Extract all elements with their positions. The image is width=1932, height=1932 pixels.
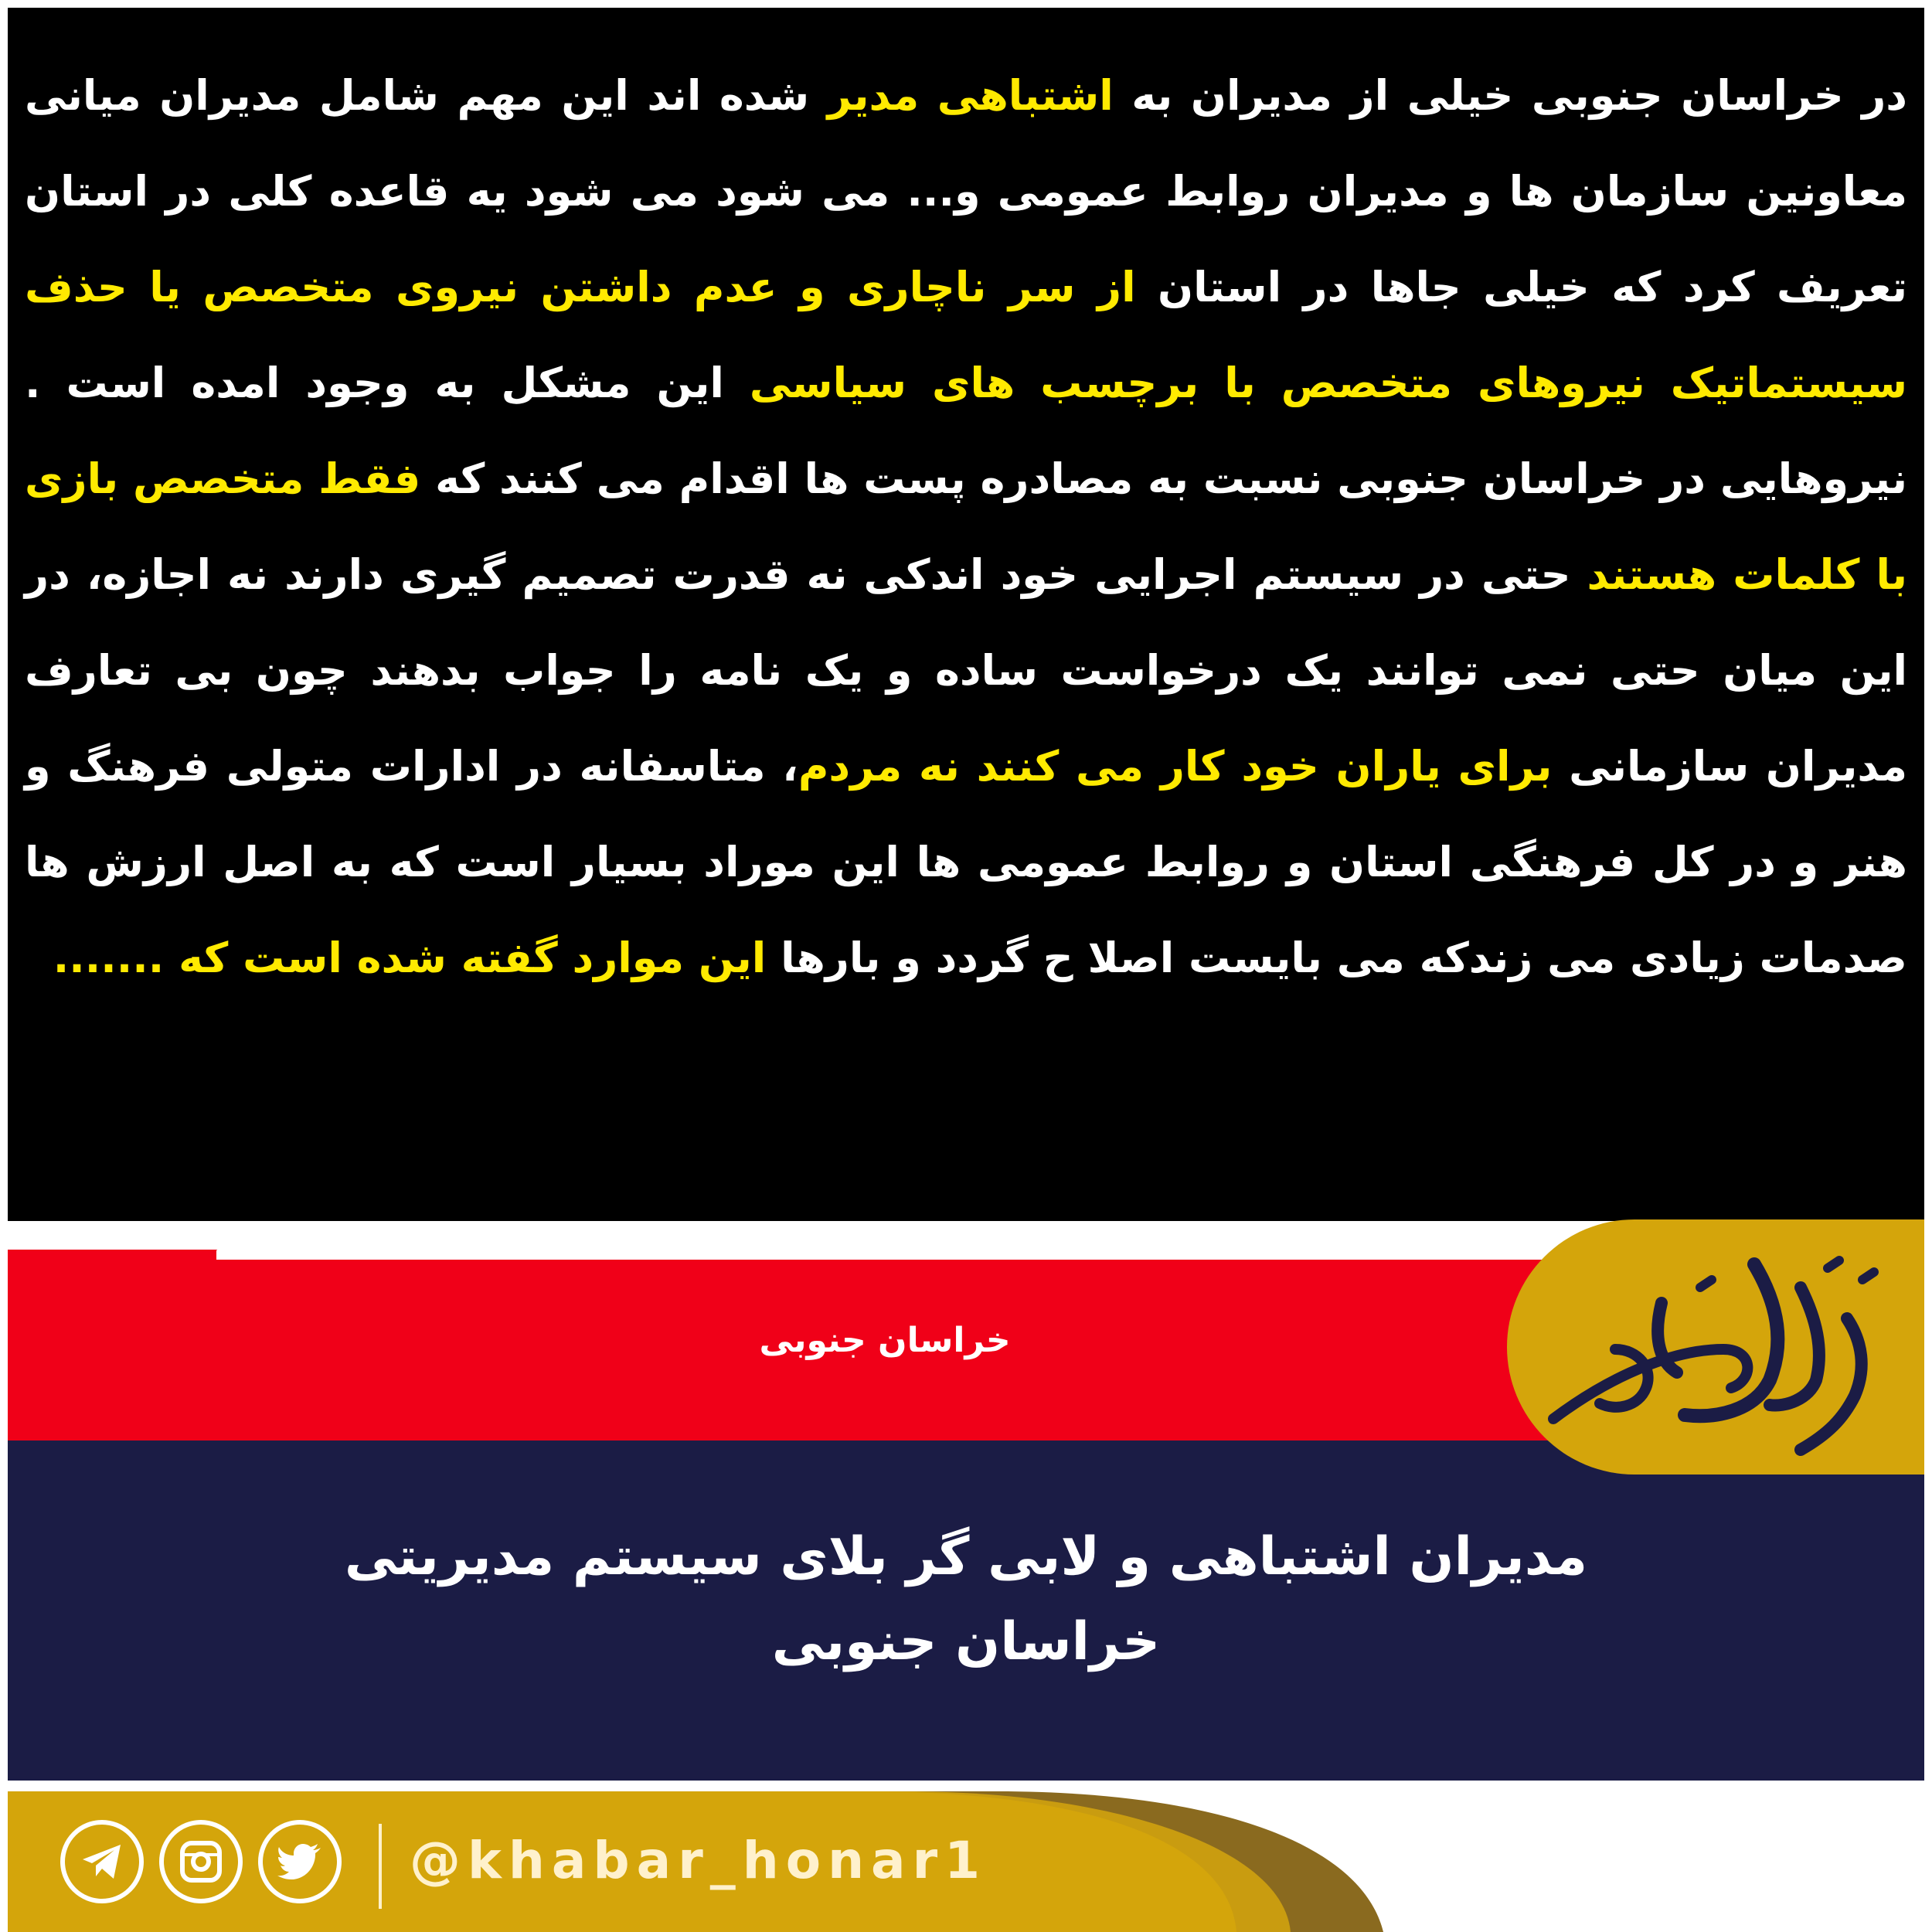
brand-logo (1522, 1233, 1909, 1465)
headline-line-1: مدیران اشتباهی و لابی گر بلای سیستم مدیریتی (344, 1526, 1588, 1587)
instagram-icon (180, 1841, 222, 1883)
telegram-icon (80, 1842, 124, 1881)
body-text-segment: شده اند این مهم شامل مدیران میانی معاونین سازمان ها و مدیران روابط عمومی و... می شود می شود یه قاعده کلی در استان تعریف کرد که خیلی جاها در استان (25, 71, 1907, 311)
twitter-link[interactable] (258, 1820, 342, 1903)
body-text-segment: ، متاسفانه در ادارات متولی فرهنگ و هنر و در کل فرهنگی استان و روابط عمومی ها این موراد بسیار است که به اصل ارزش ها صدمات زیادی می زندکه می بایست اصلا ح گردد و بارها (25, 742, 1907, 982)
twitter-icon (277, 1843, 322, 1880)
body-text-segment: در خراسان جنوبی خیلی از مدیران به (1113, 71, 1908, 120)
region-label: خراسان جنوبی (759, 1321, 1011, 1360)
article-body (25, 48, 1907, 1006)
highlighted-text: برای یاران خود کار می کنند نه مردم (798, 742, 1553, 791)
highlighted-text: از سر ناچاری و عدم داشتن نیروی متخصص یا حذف سیستماتیک نیروهای متخصص با برچسب های سیاسی (25, 263, 1907, 407)
highlighted-text: فقط متخصص بازی با کلمات هستند (25, 454, 1907, 599)
highlighted-text: اشتباهی مدیر (827, 71, 1114, 120)
article-panel (8, 8, 1924, 1221)
headline-line-2: خراسان جنوبی (771, 1611, 1161, 1672)
logo-badge (1507, 1219, 1924, 1475)
body-text-segment: حتی در سیستم اجرایی خود اندکی نه قدرت تصمیم گیری دارند نه اجازه، در این میان حتی نمی توانند یک درخواست ساده و یک نامه را جواب بدهند چون بی تعارف مدیران سازمانی (25, 550, 1908, 791)
telegram-link[interactable] (60, 1820, 144, 1903)
instagram-link[interactable] (159, 1820, 243, 1903)
highlighted-text: این موارد گفته شده است که ....... (53, 934, 767, 982)
headline (193, 1515, 1739, 1685)
social-handle[interactable]: @khabar_honar1 (410, 1831, 988, 1890)
body-text-segment: این مشکل به وجود امده است . نیروهایی در خراسان جنوبی نسبت به مصادره پست ها اقدام می کنند که (25, 359, 1907, 503)
